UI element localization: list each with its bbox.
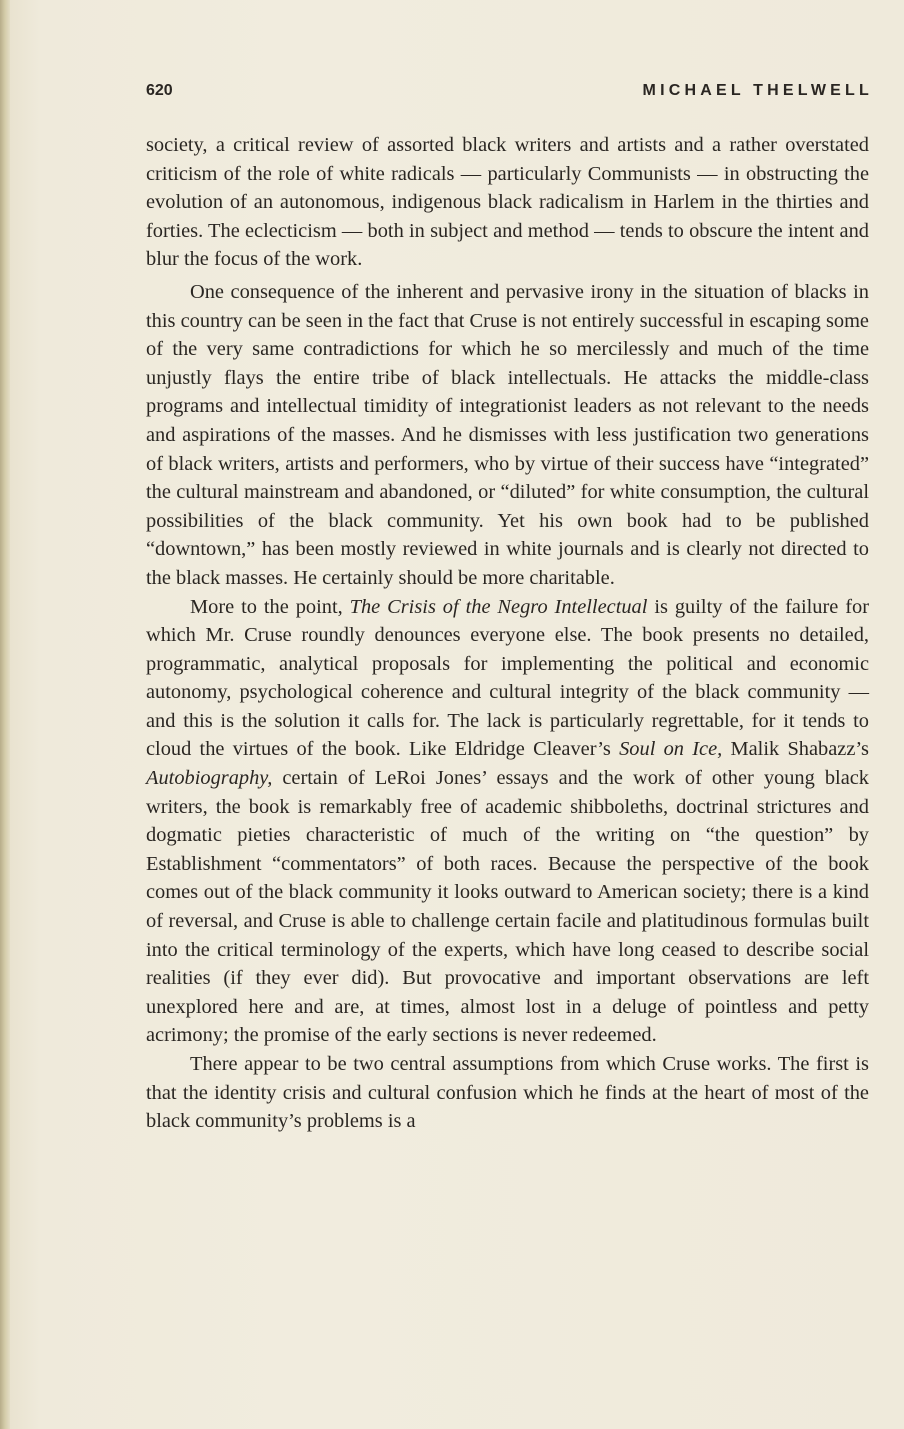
text-run: One consequence of the inherent and pervasive irony in the situation of blacks in this country can be seen in the fact that Cruse is not entirely successful in escaping some of the very same contradictions for which he so mercilessly and much of the time unjustly flays the entire tribe of black intellectuals. He attacks the middle-class programs and intellectual timidity of integrationist leaders as not relevant to the needs and aspirations of the masses. And he dismisses with less justification two generations of black writers, artists and performers, who by virtue of their success have “integrated” the cultural mainstream and abandoned, or “diluted” for white consumption, the cultural possibilities of the black community. Yet his own book had to be published “downtown,” has been mostly reviewed in white journals and is clearly not directed to the black masses. He certainly should be more charitable. bbox=[146, 280, 869, 589]
text-run: certain of LeRoi Jones’ essays and the work of other young black writers, the book is remarkably free of academic shibboleths, doctrinal strictures and dogmatic pieties characteristic of much of the writing on “the question” by Establishment “commentators” of both races. Because the perspective of the book comes out of the black community it looks outward to American society; there is a kind of reversal, and Cruse is able to challenge certain facile and platitudinous formulas built into the critical terminology of the experts, which have long ceased to describe social realities (if they ever did). But provocative and important observations are left unexplored here and are, at times, almost lost in a deluge of pointless and petty acrimony; the promise of the early sections is never redeemed. bbox=[146, 767, 869, 1047]
running-head: MICHAEL THELWELL bbox=[642, 82, 873, 99]
book-title-italic: Soul on Ice, bbox=[619, 738, 723, 761]
text-run: More to the point, bbox=[190, 595, 350, 618]
paragraph bbox=[146, 593, 869, 1051]
text-run: There appear to be two central assumptions from which Cruse works. The first is that the identity crisis and cultural confusion which he finds at the heart of most of the black community’s problems is a bbox=[146, 1053, 869, 1133]
paragraph bbox=[146, 131, 869, 274]
text-run: is guilty of the failure for which Mr. Cruse roundly denounces everyone else. The book presents no detailed, programmatic, analytical proposals for implementing the political and economic autonomy, psychological coherence and cultural integrity of the black community — and this is the solution it calls for. The lack is particularly regrettable, for it tends to cloud the virtues of the book. Like Eldridge Cleaver’s bbox=[146, 595, 870, 761]
text-run: Malik Shabazz’s bbox=[722, 738, 869, 761]
body-text bbox=[146, 131, 869, 1136]
text-run: society, a critical review of assorted black writers and artists and a rather overstated criticism of the role of white radicals — particularly Communists — in obstructing the evolution of an autonomous, indigenous black radicalism in Harlem in the thirties and forties. The eclecticism — both in subject and method — tends to obscure the intent and blur the focus of the work. bbox=[146, 134, 869, 271]
book-title-italic: Autobiography, bbox=[146, 767, 273, 790]
book-title-italic: The Crisis of the Negro Intellectual bbox=[349, 595, 648, 618]
paragraph bbox=[146, 278, 869, 593]
book-spine-shadow bbox=[0, 0, 10, 1429]
page-number: 620 bbox=[146, 82, 173, 99]
paragraph bbox=[146, 1050, 869, 1136]
page-header bbox=[146, 82, 873, 106]
